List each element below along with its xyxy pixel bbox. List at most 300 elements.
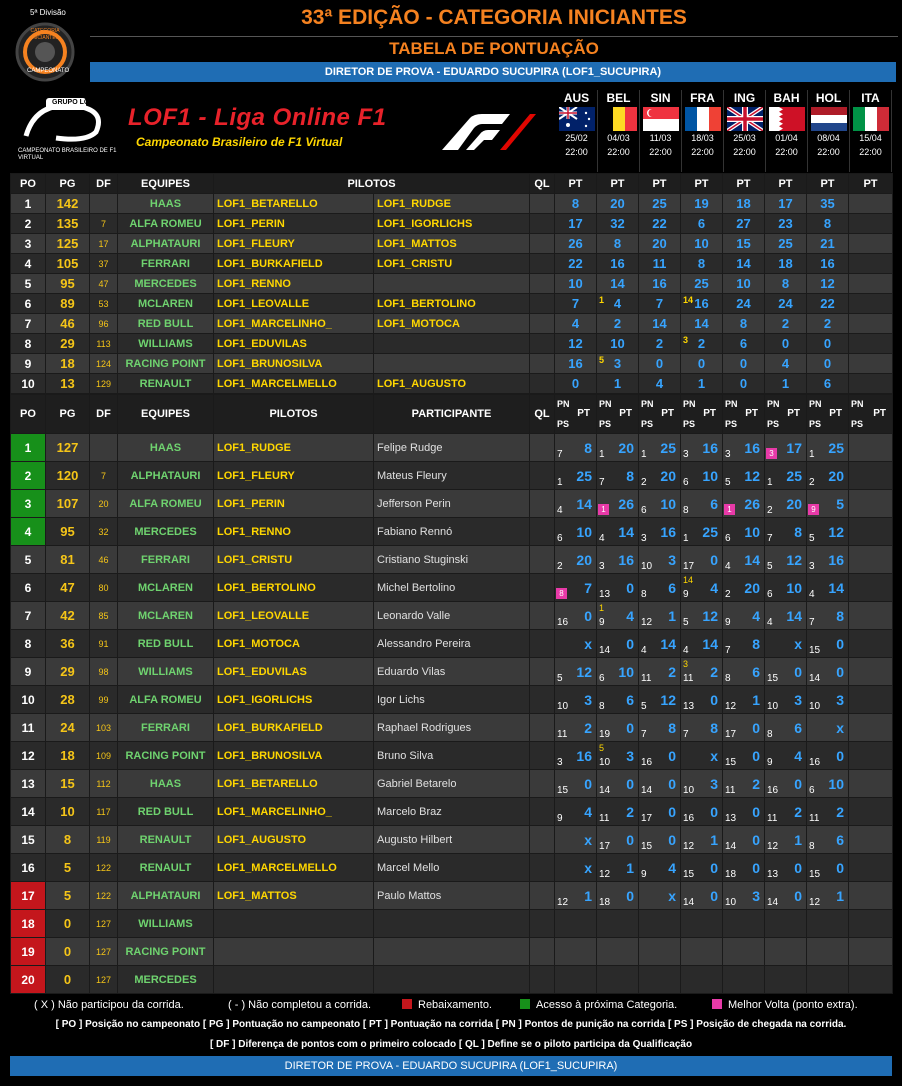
driver-race-cell	[681, 658, 723, 686]
finish-position: 4	[683, 645, 689, 656]
team-race-points: 6	[681, 214, 723, 234]
driver-race-cell	[555, 742, 597, 770]
driver-participant: Cristiano Stuginski	[374, 546, 530, 574]
driver-name: LOF1_PERIN	[214, 490, 374, 518]
race-points: 0	[836, 635, 844, 652]
team-po: 8	[11, 334, 46, 354]
driver-row	[11, 910, 893, 938]
finish-position: 11	[599, 813, 610, 824]
driver-df: 122	[90, 854, 118, 882]
race-points: 10	[660, 495, 676, 512]
finish-position: 6	[683, 477, 689, 488]
driver-df: 85	[90, 602, 118, 630]
finish-position: 5	[809, 533, 815, 544]
driver-race-cell	[807, 546, 849, 574]
race-points: 1	[752, 691, 760, 708]
driver-pg: 120	[46, 462, 90, 490]
finish-position: 3	[683, 449, 689, 460]
team-ql	[530, 354, 555, 374]
finish-position: 5	[725, 477, 731, 488]
team-race-points: 20	[597, 194, 639, 214]
race-subheader: PN PS PT	[723, 395, 765, 434]
driver-row	[11, 938, 893, 966]
driver-ql	[530, 574, 555, 602]
race-fra	[682, 90, 724, 172]
driver-race-cell	[723, 854, 765, 882]
team-driver-1: LOF1_BURKAFIELD	[214, 254, 374, 274]
finish-position: 14	[641, 785, 653, 796]
driver-race-cell	[849, 658, 893, 686]
driver-race-cell	[681, 630, 723, 658]
race-points: 6	[752, 663, 760, 680]
finish-position: 1	[599, 449, 605, 460]
finish-position: 5	[767, 561, 773, 572]
finish-position: 3	[641, 533, 647, 544]
race-points: 8	[752, 635, 760, 652]
f1-logo-icon	[440, 112, 536, 152]
driver-row	[11, 490, 893, 518]
flag-fra-icon	[685, 107, 721, 131]
race-code: ING	[724, 90, 765, 107]
driver-participant: Jefferson Perin	[374, 490, 530, 518]
driver-race-cell	[765, 518, 807, 546]
driver-name: LOF1_CRISTU	[214, 546, 374, 574]
finish-position: 19	[599, 729, 611, 740]
driver-race-cell	[681, 714, 723, 742]
driver-race-cell	[849, 910, 893, 938]
race-calendar	[556, 90, 892, 172]
driver-name: LOF1_MATTOS	[214, 882, 374, 910]
finish-position: 12	[641, 617, 653, 628]
driver-participant: Leonardo Valle	[374, 602, 530, 630]
driver-po: 19	[11, 938, 46, 966]
team-race-points: 8	[597, 234, 639, 254]
race-points: 25	[702, 523, 718, 540]
race-subheader: PN PS PT	[681, 395, 723, 434]
driver-race-cell	[597, 462, 639, 490]
driver-name: LOF1_RENNO	[214, 518, 374, 546]
team-race-points: 8	[765, 274, 807, 294]
team-driver-1: LOF1_RENNO	[214, 274, 374, 294]
finish-position: 11	[641, 673, 652, 684]
team-po: 7	[11, 314, 46, 334]
race-points: x	[710, 747, 718, 764]
race-points: 0	[794, 775, 802, 792]
team-race-points	[849, 334, 893, 354]
team-race-points: 14	[681, 314, 723, 334]
team-race-points: 3 2	[681, 334, 723, 354]
team-race-points: 0	[807, 334, 849, 354]
race-time: 22:00	[724, 145, 765, 159]
team-df: 53	[90, 294, 118, 314]
col-po: PO	[11, 395, 46, 434]
driver-race-cell	[555, 798, 597, 826]
driver-df: 20	[90, 490, 118, 518]
driver-po: 4	[11, 518, 46, 546]
team-row	[11, 334, 893, 354]
team-race-points: 6	[807, 374, 849, 394]
team-race-points	[849, 234, 893, 254]
finish-position: 9	[641, 869, 647, 880]
team-race-points: 26	[555, 234, 597, 254]
finish-position: 10	[557, 701, 569, 712]
finish-position: 10	[683, 785, 695, 796]
team-driver-2: LOF1_MATTOS	[374, 234, 530, 254]
driver-ql	[530, 826, 555, 854]
race-subheader: PN PS PT	[807, 395, 849, 434]
race-points: 2	[668, 663, 676, 680]
driver-pg: 47	[46, 574, 90, 602]
team-race-points: 6	[723, 334, 765, 354]
driver-row	[11, 630, 893, 658]
driver-ql	[530, 798, 555, 826]
race-points: 6	[710, 495, 718, 512]
race-points: 0	[626, 831, 634, 848]
team-race-points: 2	[807, 314, 849, 334]
driver-race-cell	[681, 882, 723, 910]
driver-ql	[530, 434, 555, 462]
driver-race-cell	[807, 770, 849, 798]
driver-race-cell	[765, 714, 807, 742]
team-race-points: 1	[681, 374, 723, 394]
team-pg: 135	[46, 214, 90, 234]
finish-position: 10	[599, 757, 611, 768]
finish-position: 9	[557, 813, 563, 824]
team-po: 3	[11, 234, 46, 254]
driver-race-cell	[555, 966, 597, 994]
race-points: x	[584, 859, 592, 876]
race-time: 22:00	[766, 145, 807, 159]
race-points: 0	[626, 635, 634, 652]
driver-race-cell	[555, 854, 597, 882]
team-race-points: 14 16	[681, 294, 723, 314]
team-ql	[530, 214, 555, 234]
team-row	[11, 354, 893, 374]
driver-row	[11, 742, 893, 770]
driver-pg: 8	[46, 826, 90, 854]
race-date: 18/03	[682, 131, 723, 145]
driver-race-cell	[849, 546, 893, 574]
legend-relegation: Rebaixamento.	[396, 999, 492, 1011]
finish-position: 6	[599, 673, 605, 684]
driver-race-cell	[639, 882, 681, 910]
race-points: 0	[668, 831, 676, 848]
driver-name: LOF1_EDUVILAS	[214, 658, 374, 686]
driver-po: 2	[11, 462, 46, 490]
race-points: 16	[576, 747, 592, 764]
col-pt: PT	[555, 174, 597, 194]
race-points: 26	[618, 495, 634, 512]
team-race-points: 17	[555, 214, 597, 234]
driver-ql	[530, 714, 555, 742]
race-points: 2	[584, 719, 592, 736]
teams-standings-table	[10, 173, 893, 394]
race-points: 0	[794, 663, 802, 680]
finish-position: 8	[725, 673, 731, 684]
race-time: 22:00	[640, 145, 681, 159]
driver-pg: 18	[46, 742, 90, 770]
teams-header-row	[11, 174, 893, 194]
driver-df: 127	[90, 966, 118, 994]
legend-dash: ( - ) Não completou a corrida.	[228, 999, 372, 1011]
driver-race-cell	[765, 882, 807, 910]
finish-position: 18	[725, 869, 737, 880]
team-race-points: 17	[765, 194, 807, 214]
driver-row	[11, 574, 893, 602]
race-date: 04/03	[598, 131, 639, 145]
driver-race-cell	[681, 434, 723, 462]
driver-race-cell	[849, 882, 893, 910]
team-po: 2	[11, 214, 46, 234]
finish-position: 18	[599, 897, 611, 908]
driver-race-cell	[555, 882, 597, 910]
team-race-points: 18	[723, 194, 765, 214]
team-race-points: 20	[639, 234, 681, 254]
driver-po: 12	[11, 742, 46, 770]
race-points: 20	[744, 579, 760, 596]
finish-position: 17	[683, 561, 695, 572]
driver-ql	[530, 770, 555, 798]
finish-position: 15	[725, 757, 737, 768]
race-ita	[850, 90, 892, 172]
finish-position: 16	[641, 757, 653, 768]
driver-race-cell	[765, 658, 807, 686]
driver-race-cell	[765, 742, 807, 770]
driver-race-cell	[765, 938, 807, 966]
driver-race-cell	[723, 826, 765, 854]
race-code: BAH	[766, 90, 807, 107]
finish-position: 8	[641, 589, 647, 600]
race-points: 2	[710, 663, 718, 680]
driver-race-cell	[555, 826, 597, 854]
driver-race-cell	[807, 742, 849, 770]
team-po: 9	[11, 354, 46, 374]
driver-po: 15	[11, 826, 46, 854]
director-bar: DIRETOR DE PROVA - EDUARDO SUCUPIRA (LOF1_SUCUPIRA)	[90, 62, 896, 82]
driver-df: 127	[90, 910, 118, 938]
driver-race-cell	[639, 574, 681, 602]
team-race-points: 0	[681, 354, 723, 374]
col-pt: PT	[681, 174, 723, 194]
driver-df: 112	[90, 770, 118, 798]
team-df: 17	[90, 234, 118, 254]
driver-race-cell	[555, 630, 597, 658]
team-driver-1: LOF1_MARCELINHO_	[214, 314, 374, 334]
team-race-points: 27	[723, 214, 765, 234]
fastest-lap-marker: 1	[598, 504, 609, 515]
race-points: 1	[794, 831, 802, 848]
finish-position: 7	[557, 449, 563, 460]
driver-race-cell	[597, 546, 639, 574]
driver-pg: 107	[46, 490, 90, 518]
driver-race-cell	[681, 742, 723, 770]
race-points: 20	[660, 467, 676, 484]
finish-position: 6	[809, 785, 815, 796]
team-race-points	[849, 294, 893, 314]
finish-position: 4	[767, 617, 773, 628]
race-points: 0	[668, 747, 676, 764]
finish-position: 5	[641, 701, 647, 712]
driver-race-cell	[849, 686, 893, 714]
driver-race-cell	[597, 602, 639, 630]
team-race-points: 14	[723, 254, 765, 274]
team-race-points: 10	[723, 274, 765, 294]
driver-race-cell	[807, 434, 849, 462]
race-bel	[598, 90, 640, 172]
race-points: 1	[584, 887, 592, 904]
race-points: 12	[576, 663, 592, 680]
driver-race-cell	[639, 658, 681, 686]
team-race-points: 24	[723, 294, 765, 314]
driver-participant: Gabriel Betarelo	[374, 770, 530, 798]
finish-position: 16	[683, 813, 695, 824]
driver-race-cell	[807, 910, 849, 938]
finish-position: 15	[809, 869, 821, 880]
league-subtitle: Campeonato Brasileiro de F1 Virtual	[136, 135, 343, 149]
driver-row	[11, 854, 893, 882]
finish-position: 14	[809, 673, 821, 684]
col-pt: PT	[807, 174, 849, 194]
col-df: DF	[90, 174, 118, 194]
race-points: 3	[836, 691, 844, 708]
driver-row	[11, 602, 893, 630]
driver-participant: Augusto Hilbert	[374, 826, 530, 854]
driver-team: RENAULT	[118, 854, 214, 882]
driver-row	[11, 462, 893, 490]
finish-position: 2	[725, 589, 731, 600]
driver-participant: Igor Lichs	[374, 686, 530, 714]
finish-position: 2	[809, 477, 815, 488]
driver-pg: 28	[46, 686, 90, 714]
col-pt: PT	[723, 174, 765, 194]
driver-race-cell	[765, 854, 807, 882]
finish-position: 3	[557, 757, 563, 768]
driver-race-cell	[765, 490, 807, 518]
race-points: 25	[576, 467, 592, 484]
finish-position: 13	[725, 813, 737, 824]
race-points: 0	[668, 775, 676, 792]
race-points: 0	[836, 859, 844, 876]
driver-race-cell	[555, 910, 597, 938]
team-race-points: 12	[807, 274, 849, 294]
team-race-points: 25	[765, 234, 807, 254]
race-ing	[724, 90, 766, 172]
race-points: 4	[584, 803, 592, 820]
race-points: 14	[744, 551, 760, 568]
finish-position: 2	[641, 477, 647, 488]
driver-df: 80	[90, 574, 118, 602]
finish-position: 10	[767, 701, 779, 712]
race-points: 0	[710, 859, 718, 876]
finish-position: 13	[767, 869, 779, 880]
team-driver-1: LOF1_MARCELMELLO	[214, 374, 374, 394]
driver-name	[214, 910, 374, 938]
team-driver-2	[374, 274, 530, 294]
driver-ql	[530, 518, 555, 546]
driver-race-cell	[639, 938, 681, 966]
team-race-points: 8	[723, 314, 765, 334]
race-points: 6	[794, 719, 802, 736]
driver-race-cell	[555, 938, 597, 966]
driver-pg: 5	[46, 882, 90, 910]
team-race-points: 12	[555, 334, 597, 354]
driver-race-cell	[639, 490, 681, 518]
team-race-points: 8	[681, 254, 723, 274]
driver-race-cell	[765, 770, 807, 798]
race-date: 15/04	[850, 131, 891, 145]
fastest-lap-swatch	[712, 999, 722, 1009]
driver-po: 17	[11, 882, 46, 910]
race-points: x	[794, 635, 802, 652]
driver-race-cell	[765, 546, 807, 574]
driver-race-cell	[681, 826, 723, 854]
race-points: 10	[702, 467, 718, 484]
penalty-points: 5	[599, 743, 605, 753]
race-code: FRA	[682, 90, 723, 107]
finish-position: 12	[599, 869, 611, 880]
driver-race-cell	[849, 798, 893, 826]
driver-race-cell	[597, 658, 639, 686]
driver-po: 7	[11, 602, 46, 630]
driver-race-cell	[639, 686, 681, 714]
race-subheader: PN PS PT	[639, 395, 681, 434]
driver-race-cell	[555, 658, 597, 686]
driver-participant: Eduardo Vilas	[374, 658, 530, 686]
driver-df: 122	[90, 882, 118, 910]
driver-ql	[530, 630, 555, 658]
finish-position: 4	[641, 645, 647, 656]
team-race-points: 14	[597, 274, 639, 294]
promotion-swatch	[520, 999, 530, 1009]
driver-race-cell	[639, 826, 681, 854]
driver-name: LOF1_FLEURY	[214, 462, 374, 490]
finish-position: 7	[809, 617, 815, 628]
driver-race-cell	[681, 966, 723, 994]
team-driver-2: LOF1_BERTOLINO	[374, 294, 530, 314]
team-race-points: 2	[765, 314, 807, 334]
team-row	[11, 194, 893, 214]
driver-race-cell	[849, 574, 893, 602]
team-driver-1: LOF1_EDUVILAS	[214, 334, 374, 354]
finish-position: 15	[809, 645, 821, 656]
finish-position: 8	[599, 701, 605, 712]
finish-position: 1	[641, 449, 647, 460]
driver-race-cell	[765, 686, 807, 714]
driver-race-cell	[681, 938, 723, 966]
team-df: 124	[90, 354, 118, 374]
race-points: 17	[786, 439, 802, 456]
driver-race-cell	[723, 798, 765, 826]
driver-race-cell	[723, 910, 765, 938]
driver-team: RED BULL	[118, 630, 214, 658]
penalty-points: 3	[683, 659, 689, 669]
finish-position: 10	[809, 701, 821, 712]
team-race-points: 14	[639, 314, 681, 334]
driver-row	[11, 518, 893, 546]
finish-position: 7	[725, 645, 731, 656]
race-time: 22:00	[682, 145, 723, 159]
driver-df: 109	[90, 742, 118, 770]
race-points: 26	[744, 495, 760, 512]
category-badge-logo	[6, 2, 84, 84]
team-race-points	[849, 194, 893, 214]
driver-race-cell	[597, 742, 639, 770]
driver-name: LOF1_AUGUSTO	[214, 826, 374, 854]
driver-participant: Alessandro Pereira	[374, 630, 530, 658]
driver-name: LOF1_MOTOCA	[214, 630, 374, 658]
driver-race-cell	[849, 770, 893, 798]
race-points: 5	[836, 495, 844, 512]
